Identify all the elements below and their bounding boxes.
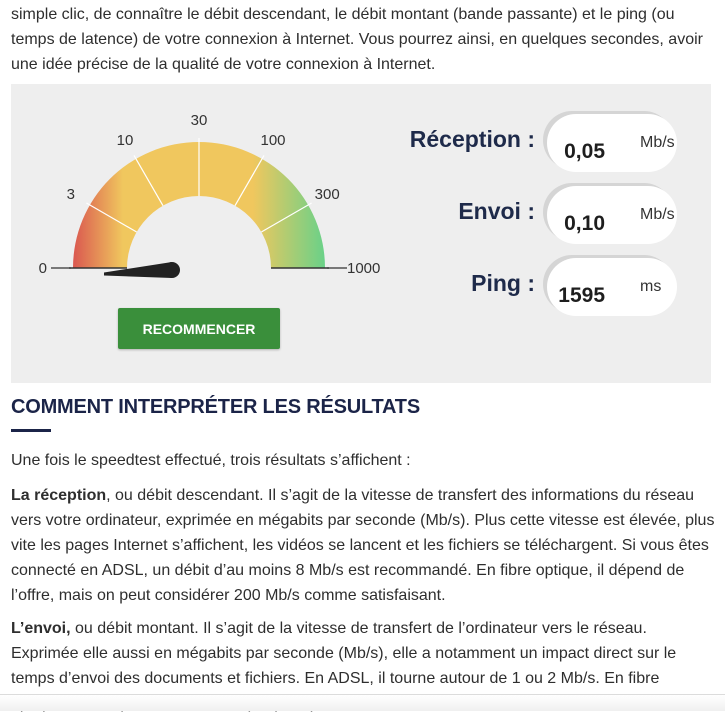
ping-result: [395, 256, 711, 316]
reception-label: Réception :: [409, 126, 535, 152]
gauge-tick-label: 0: [38, 260, 47, 277]
ping-pill: [547, 258, 677, 316]
intro-results-paragraph: Une fois le speedtest effectué, trois résultats s’affichent :: [11, 452, 411, 469]
section-title: COMMENT INTERPRÉTER LES RÉSULTATS: [11, 396, 420, 418]
reception-pill: [547, 114, 677, 172]
reception-value: 0,05: [564, 140, 605, 163]
reception-explanation: [11, 483, 716, 608]
envoi-pill: [547, 186, 677, 244]
speed-gauge: [11, 84, 391, 304]
envoi-result: [395, 184, 711, 244]
envoi-label: Envoi :: [458, 198, 535, 224]
reception-explanation-lead: La réception: [11, 487, 107, 504]
section-title-underline: [11, 429, 51, 432]
bottom-scroll-bar[interactable]: [0, 694, 725, 711]
reception-explanation-text: , ou débit descendant. Il s’agit de la vitesse de transfert des informations du réseau vers votre ordinateur, exprimée en mégabits par seconde (Mb/s). Plus cette vitesse est élevée, plus vite les pages Internet s’affichent, les vidéos se lancent et les fichiers se téléchargent. Si vous êtes connecté en ADSL, un débit d’au moins 8 Mb/s est recommandé. En fibre optique, il dépend de l’offre, mais on peut considérer 200 Mb/s comme satisfaisant.: [11, 487, 715, 604]
envoi-explanation-text: ou débit montant. Il s’agit de la vitesse de transfert de l’ordinateur vers le réseau. Exprimée elle aussi en mégabits par seconde (Mb/s), elle a notamment un impact direct sur le temps d’envoi des documents et fichiers. En ADSL, il tourne autour de 1 ou 2 Mb/s. En fibre: [11, 620, 677, 687]
speedtest-panel: [11, 84, 711, 383]
envoi-unit: Mb/s: [640, 206, 675, 223]
gauge-tick-label: 100: [260, 131, 286, 149]
gauge-tick-label: 1000: [347, 260, 381, 277]
gauge-tick-label: 3: [66, 186, 76, 203]
intro-paragraph: simple clic, de connaître le débit descendant, le débit montant (bande passante) et le ping (ou temps de latence) de votre connexion à Internet. Vous pourrez ainsi, en quelques secondes, avoir une idée précise de la qualité de votre connexion à Internet.: [11, 6, 703, 73]
ping-unit: ms: [640, 278, 662, 295]
gauge-tick-label: 30: [190, 112, 208, 129]
gauge-tick-label: 300: [314, 186, 340, 203]
gauge-tick-label: 10: [116, 131, 134, 149]
restart-button[interactable]: RECOMMENCER: [118, 308, 280, 349]
envoi-value: 0,10: [564, 212, 605, 235]
ping-label: Ping :: [471, 270, 535, 296]
envoi-explanation-lead: L’envoi,: [11, 620, 71, 637]
ping-value: 1595: [558, 284, 605, 307]
reception-unit: Mb/s: [640, 134, 675, 151]
reception-result: [395, 112, 711, 172]
needle-hub: [164, 262, 180, 278]
